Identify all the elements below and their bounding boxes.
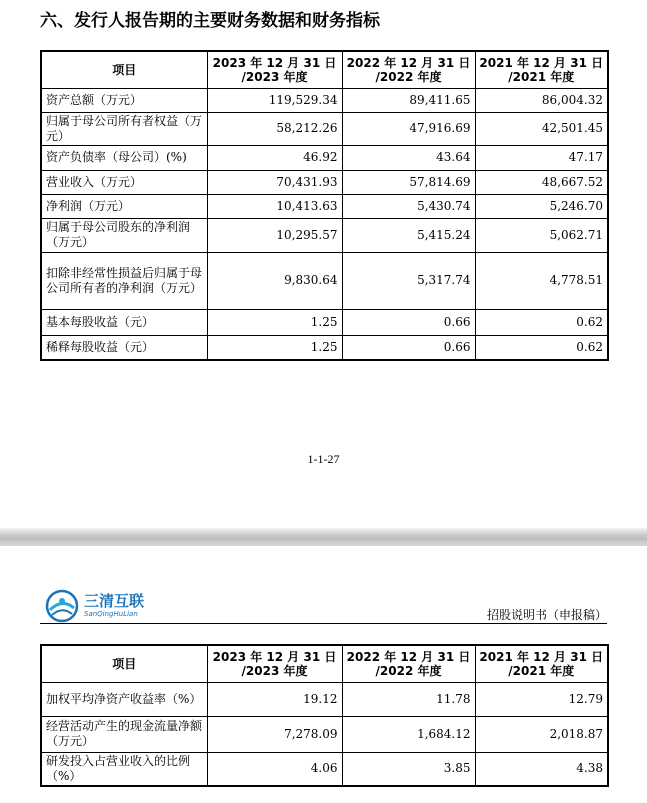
value-2022: 3.85 <box>342 752 475 786</box>
value-2022: 57,814.69 <box>342 170 475 194</box>
logo-emblem-icon <box>44 588 80 624</box>
header-2023: 2023 年 12 月 31 日 /2023 年度 <box>207 645 342 682</box>
row-label: 研发投入占营业收入的比例（%） <box>41 752 207 786</box>
value-2023: 1.25 <box>207 309 342 335</box>
value-2021: 12.79 <box>475 682 608 716</box>
row-label: 营业收入（万元） <box>41 170 207 194</box>
row-label: 净利润（万元） <box>41 194 207 218</box>
header-item: 项目 <box>41 645 207 682</box>
value-2022: 0.66 <box>342 309 475 335</box>
table-header-row <box>41 645 608 682</box>
value-2023: 7,278.09 <box>207 716 342 752</box>
row-label: 归属于母公司股东的净利润（万元） <box>41 218 207 252</box>
header-2022: 2022 年 12 月 31 日 /2022 年度 <box>342 645 475 682</box>
document-type: 招股说明书（申报稿） <box>486 608 607 622</box>
value-2022: 11.78 <box>342 682 475 716</box>
value-2023: 58,212.26 <box>207 112 342 145</box>
header-2022: 2022 年 12 月 31 日 /2022 年度 <box>342 51 475 88</box>
table-row <box>41 194 608 218</box>
value-2023: 19.12 <box>207 682 342 716</box>
page-number: 1-1-27 <box>307 452 340 466</box>
value-2021: 0.62 <box>475 309 608 335</box>
header-2021: 2021 年 12 月 31 日 /2021 年度 <box>475 51 608 88</box>
row-label: 经营活动产生的现金流量净额（万元） <box>41 716 207 752</box>
value-2022: 1,684.12 <box>342 716 475 752</box>
value-2021: 4,778.51 <box>475 252 608 309</box>
table-row <box>41 170 608 194</box>
value-2022: 47,916.69 <box>342 112 475 145</box>
value-2022: 0.66 <box>342 335 475 360</box>
financial-indicator-table <box>40 644 609 787</box>
financial-data-table <box>40 50 609 361</box>
row-label: 稀释每股收益（元） <box>41 335 207 360</box>
header-rule <box>40 623 607 624</box>
table-row <box>41 309 608 335</box>
row-label: 基本每股收益（元） <box>41 309 207 335</box>
value-2023: 70,431.93 <box>207 170 342 194</box>
value-2021: 4.38 <box>475 752 608 786</box>
logo-subtext: SanQingHuLian <box>84 610 138 618</box>
table-row <box>41 752 608 786</box>
company-logo <box>44 588 164 624</box>
value-2021: 42,501.45 <box>475 112 608 145</box>
table-row <box>41 112 608 145</box>
header-2023: 2023 年 12 月 31 日 /2023 年度 <box>207 51 342 88</box>
table-row <box>41 335 608 360</box>
value-2022: 5,415.24 <box>342 218 475 252</box>
table-row <box>41 682 608 716</box>
row-label: 资产负债率（母公司）(%) <box>41 145 207 170</box>
value-2022: 5,430.74 <box>342 194 475 218</box>
table-header-row <box>41 51 608 88</box>
table-row <box>41 145 608 170</box>
value-2022: 89,411.65 <box>342 88 475 112</box>
row-label: 加权平均净资产收益率（%） <box>41 682 207 716</box>
value-2021: 5,062.71 <box>475 218 608 252</box>
value-2023: 46.92 <box>207 145 342 170</box>
row-label: 归属于母公司所有者权益（万元） <box>41 112 207 145</box>
value-2023: 9,830.64 <box>207 252 342 309</box>
value-2021: 0.62 <box>475 335 608 360</box>
logo-text: 三清互联 <box>84 592 145 610</box>
table-row <box>41 252 608 309</box>
table-row <box>41 218 608 252</box>
value-2021: 2,018.87 <box>475 716 608 752</box>
value-2023: 4.06 <box>207 752 342 786</box>
document-page-2 <box>0 546 647 803</box>
value-2022: 5,317.74 <box>342 252 475 309</box>
header-2021: 2021 年 12 月 31 日 /2021 年度 <box>475 645 608 682</box>
value-2021: 47.17 <box>475 145 608 170</box>
section-title: 六、发行人报告期的主要财务数据和财务指标 <box>40 11 380 31</box>
value-2023: 10,413.63 <box>207 194 342 218</box>
row-label: 资产总额（万元） <box>41 88 207 112</box>
table-row <box>41 88 608 112</box>
row-label: 扣除非经常性损益后归属于母公司所有者的净利润（万元） <box>41 252 207 309</box>
value-2021: 48,667.52 <box>475 170 608 194</box>
value-2023: 1.25 <box>207 335 342 360</box>
value-2022: 43.64 <box>342 145 475 170</box>
table-row <box>41 716 608 752</box>
header-item: 项目 <box>41 51 207 88</box>
value-2023: 119,529.34 <box>207 88 342 112</box>
value-2021: 86,004.32 <box>475 88 608 112</box>
page-separator <box>0 528 647 546</box>
value-2023: 10,295.57 <box>207 218 342 252</box>
value-2021: 5,246.70 <box>475 194 608 218</box>
